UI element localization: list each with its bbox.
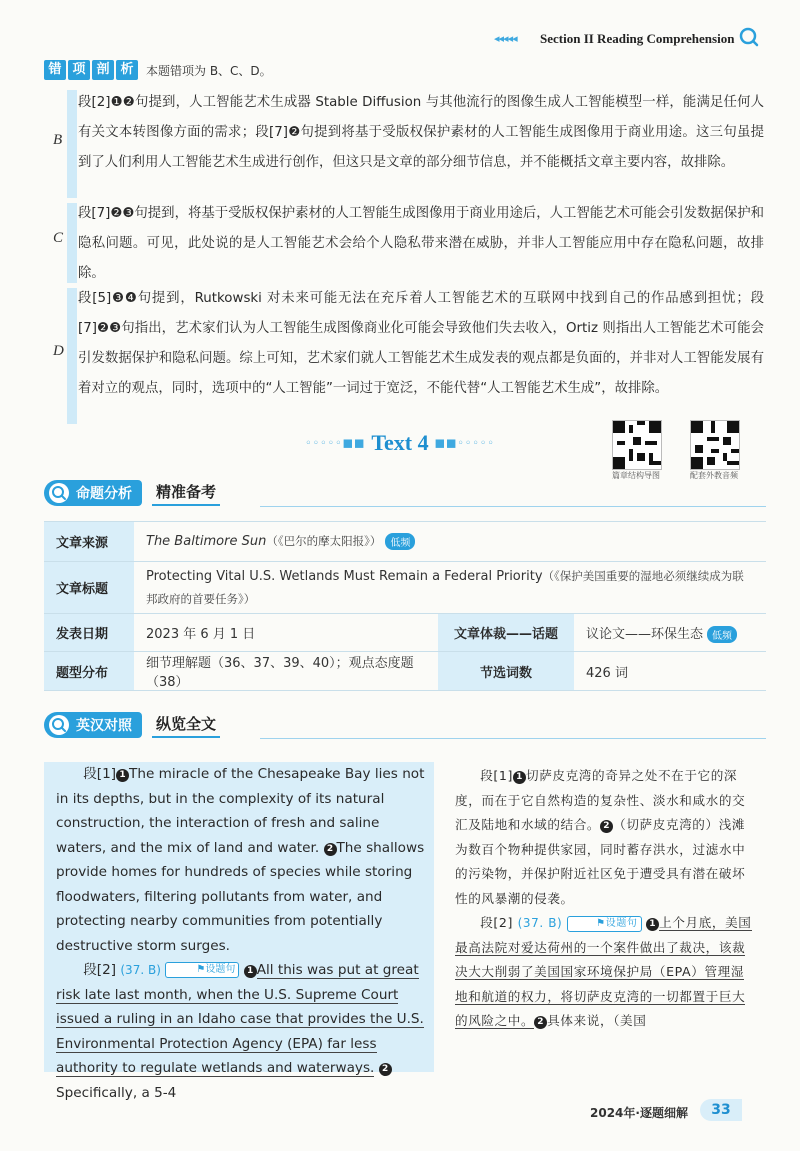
qr-code-structure[interactable] <box>612 420 662 470</box>
option-c-text: 段[7]❷❸句提到，将基于受版权保护素材的人工智能生成图像用于商业用途后，人工智能艺术可能会引发数据保护和隐私问题。可见，此处说的是人工智能艺术会给个人隐私带来潜在威胁，并非人工智能应用中存在隐私问题，故排除。 <box>78 206 764 281</box>
divider <box>260 506 766 507</box>
tag-char: 剖 <box>92 60 114 80</box>
magnifier-icon <box>48 714 70 736</box>
paragraph-label: 段[2] <box>83 962 117 978</box>
sentence-1-marker: 1 <box>244 965 257 978</box>
option-b-bar <box>67 90 77 198</box>
table-row <box>44 522 766 562</box>
section-analysis-head <box>44 480 220 506</box>
section-pill <box>44 712 142 738</box>
flag-text: 设题句 <box>205 964 236 975</box>
paragraph-label: 段[2] <box>480 915 514 930</box>
source-value: The Baltimore Sun <box>146 534 267 549</box>
footer-label: 2024年·逐题细解 <box>590 1106 688 1120</box>
paragraph-label: 段[1] <box>83 766 117 782</box>
question-ref: (37. B) <box>120 963 161 977</box>
option-b-text: 段[2]❶❷句提到，人工智能艺术生成器 Stable Diffusion 与其他流行的图像生成人工智能模型一样，能满足任何人有关文本转图像方面的需求；段[7]❷句提到将基于受版权保护素材的人工智能生成图像用于商业用途。这三句虽提到了人们利用人工智能艺术生成进行创作，但这只是文章的部分细节信息，并不能概括文章主要内容，故排除。 <box>78 95 764 170</box>
source-cell <box>134 522 766 562</box>
chinese-text <box>455 764 755 1034</box>
sentence: Specifically, a 5-4 <box>56 1084 177 1101</box>
sentence: 切萨皮克湾的奇异之处不在于它的深度，而在于它自然构造的复杂性、淡水和咸水的交汇及陆地和水域的结合。 <box>455 768 746 832</box>
sentence-1-marker: 1 <box>646 918 659 931</box>
magnifier-icon <box>48 482 70 504</box>
table-row <box>44 614 766 652</box>
sentence-2-marker: 2 <box>379 1063 392 1076</box>
table-row <box>44 652 766 691</box>
magnifier-icon <box>739 27 759 47</box>
question-ref: (37. B) <box>517 916 563 930</box>
section-title: 命题分析 <box>76 486 132 502</box>
option-d-letter: D <box>53 343 64 359</box>
flag-text: 设题句 <box>605 917 638 929</box>
heading-dots-right: ■■◦◦◦◦◦ <box>434 436 495 450</box>
date-label: 发表日期 <box>44 614 134 652</box>
qr-pattern-icon <box>691 421 739 469</box>
option-d-text: 段[5]❸❹句提到，Rutkowski 对未来可能无法在充斥着人工智能艺术的互联网中找到自己的作品感到担忧；段[7]❷❸句指出，艺术家们认为人工智能生成图像商业化可能会导致他们失去收入，Ortiz 则指出人工智能艺术可能会引发数据保护和隐私问题。综上可知，艺术家们就人工智能艺术生成发表的观点都是负面的，并非对人工智能发展有着对立的观点，同时，选项中的“人工智能”一词过于宽泛，不能代替“人工智能艺术生成”，故排除。 <box>78 291 764 396</box>
words-value: 426 词 <box>574 652 766 691</box>
date-value: 2023 年 6 月 1 日 <box>134 614 438 652</box>
sentence-2-marker: 2 <box>600 820 613 833</box>
paragraph-label: 段[1] <box>480 768 514 783</box>
section-subtitle: 精准备考 <box>152 481 220 506</box>
type-value: 细节理解题（36、37、39、40）；观点态度题（38） <box>134 652 438 691</box>
title-zh: （《保护美国重要的湿地必须继续成为联邦政府的首要任务》） <box>146 568 744 606</box>
chinese-paragraph-2 <box>455 911 755 1034</box>
error-note: 本题错项为 B、C、D。 <box>146 64 272 78</box>
sentence: 具体来说，（美国 <box>547 1013 647 1028</box>
text-title: Text 4 <box>371 430 429 455</box>
key-sentence: 上个月底，美国最高法院对爱达荷州的一个案件做出了裁决，该裁决大大削弱了美国国家环境保护局（EPA）管理湿地和航道的权力，将切萨皮克湾的一切都置于巨大的风险之中。 <box>455 915 752 1028</box>
error-analysis-tag <box>44 60 138 80</box>
section-pill <box>44 480 142 506</box>
question-flag <box>165 962 239 978</box>
section-bilingual-head <box>44 712 220 738</box>
qr-caption: 配套外教音频 <box>690 471 738 480</box>
tag-char: 项 <box>68 60 90 80</box>
text-heading <box>300 430 500 456</box>
option-c-letter: C <box>53 230 64 246</box>
source-zh: （《巴尔的摩太阳报》） <box>266 534 382 548</box>
type-label: 题型分布 <box>44 652 134 691</box>
option-d-bar <box>67 288 77 424</box>
option-c-bar <box>67 203 77 283</box>
title-cell <box>134 562 766 614</box>
source-label: 文章来源 <box>44 522 134 562</box>
table-row <box>44 562 766 614</box>
frequency-badge: 低频 <box>707 626 737 643</box>
question-flag <box>567 916 642 932</box>
flag-icon: ⚑ <box>596 917 606 929</box>
english-text <box>56 762 426 1105</box>
key-sentence: All this was put at great risk late last month, when the U.S. Supreme Court issued a ruling in an Idaho case that provides the U.S. Environmental Protection Agency (EPA) far less authority to regulate wetlands and waterways. <box>56 962 424 1076</box>
sentence-1-marker: 1 <box>513 771 526 784</box>
frequency-badge: 低频 <box>385 533 415 550</box>
title-value: Protecting Vital U.S. Wetlands Must Remain a Federal Priority <box>146 568 543 584</box>
tag-char: 错 <box>44 60 66 80</box>
words-label: 节选词数 <box>438 652 574 691</box>
article-info-table <box>44 521 766 691</box>
genre-label: 文章体裁——话题 <box>438 614 574 652</box>
option-b-letter: B <box>53 132 63 148</box>
sentence: （切萨皮克湾的）浅滩为数百个物种提供家园，同时蓄存洪水，过滤水中的污染物，并保护附近社区免于遭受具有潜在破坏性的风暴潮的侵袭。 <box>455 817 746 906</box>
title-label: 文章标题 <box>44 562 134 614</box>
genre-value: 议论文——环保生态 <box>586 626 704 642</box>
sentence-2-marker: 2 <box>534 1016 547 1029</box>
qr-pattern-icon <box>613 421 661 469</box>
english-paragraph-1 <box>56 762 426 958</box>
page-number: 33 <box>700 1099 742 1121</box>
section-title: 英汉对照 <box>76 718 132 734</box>
english-paragraph-2 <box>56 958 426 1105</box>
header-arrows: ◂◂◂◂◂ <box>494 32 517 45</box>
sentence-1-marker: 1 <box>116 769 129 782</box>
qr-caption: 篇章结构导图 <box>612 471 660 480</box>
genre-cell <box>574 614 766 652</box>
chinese-paragraph-1 <box>455 764 755 911</box>
sentence-2-marker: 2 <box>324 843 337 856</box>
section-subtitle: 纵览全文 <box>152 713 220 738</box>
section-title: Section II Reading Comprehension <box>540 31 735 46</box>
flag-icon: ⚑ <box>196 964 206 975</box>
heading-dots-left: ◦◦◦◦◦■■ <box>305 436 366 450</box>
divider <box>260 738 766 739</box>
tag-char: 析 <box>116 60 138 80</box>
sentence: The shallows provide homes for hundreds of species while storing floodwaters, filtering pollutants from water, and protecting nearby communities from potentially destructive storm surges. <box>56 839 425 954</box>
qr-code-audio[interactable] <box>690 420 740 470</box>
sentence: The miracle of the Chesapeake Bay lies not in its depths, but in the complexity of its natural construction, the interaction of fresh and saline waters, and the mix of land and water. <box>56 766 425 856</box>
